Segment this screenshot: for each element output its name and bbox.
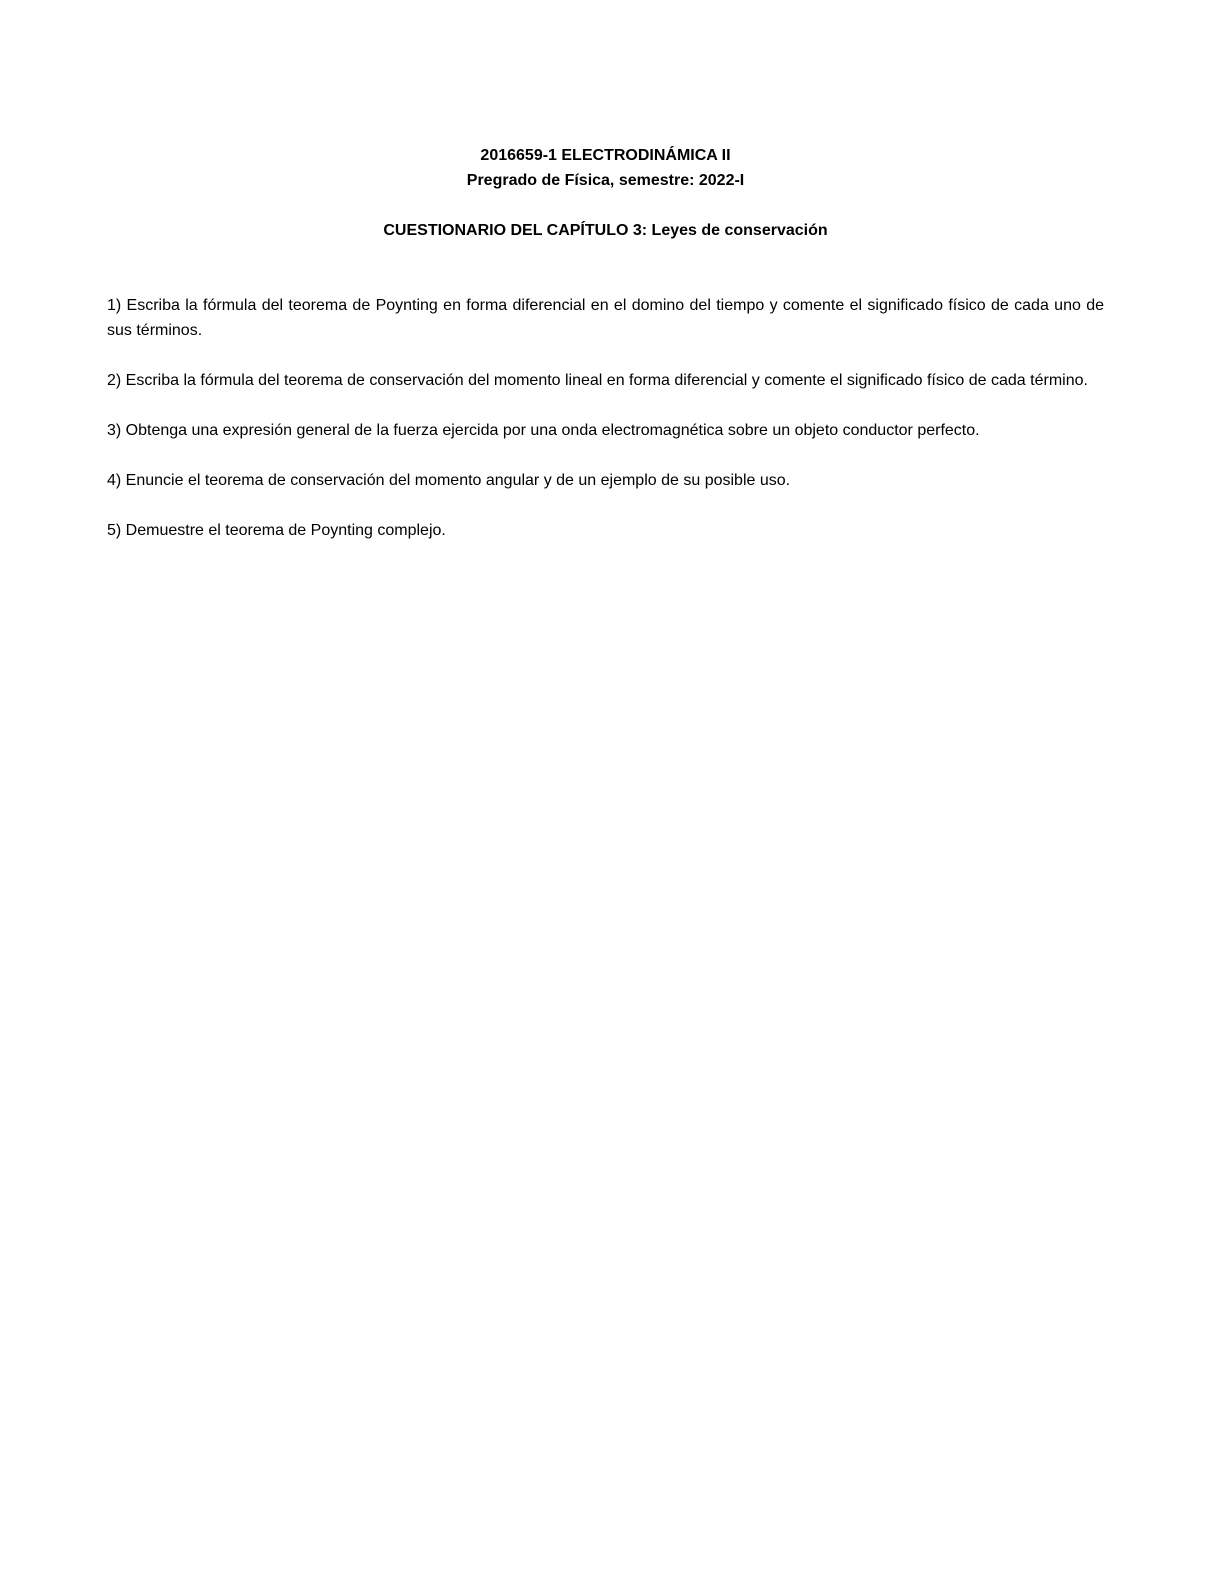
question-2: 2) Escriba la fórmula del teorema de conservación del momento lineal en forma diferencial y comente el significado físico de cada término. bbox=[107, 372, 1088, 389]
question-5: 5) Demuestre el teorema de Poynting complejo. bbox=[107, 522, 446, 539]
question-list bbox=[107, 293, 1104, 543]
course-title: 2016659-1 ELECTRODINÁMICA II bbox=[480, 147, 731, 164]
question-4: 4) Enuncie el teorema de conservación del momento angular y de un ejemplo de su posible uso. bbox=[107, 472, 791, 489]
program-semester: Pregrado de Física, semestre: 2022-I bbox=[466, 172, 745, 189]
question-1: 1) Escriba la fórmula del teorema de Poynting en forma diferencial en el domino del tiempo y comente el significado físico de cada uno de sus términos. bbox=[107, 297, 1104, 339]
questionnaire-title: CUESTIONARIO DEL CAPÍTULO 3: Leyes de conservación bbox=[383, 222, 828, 239]
question-3: 3) Obtenga una expresión general de la fuerza ejercida por una onda electromagnética sobre un objeto conductor perfecto. bbox=[107, 422, 980, 439]
document-page bbox=[107, 143, 1104, 568]
